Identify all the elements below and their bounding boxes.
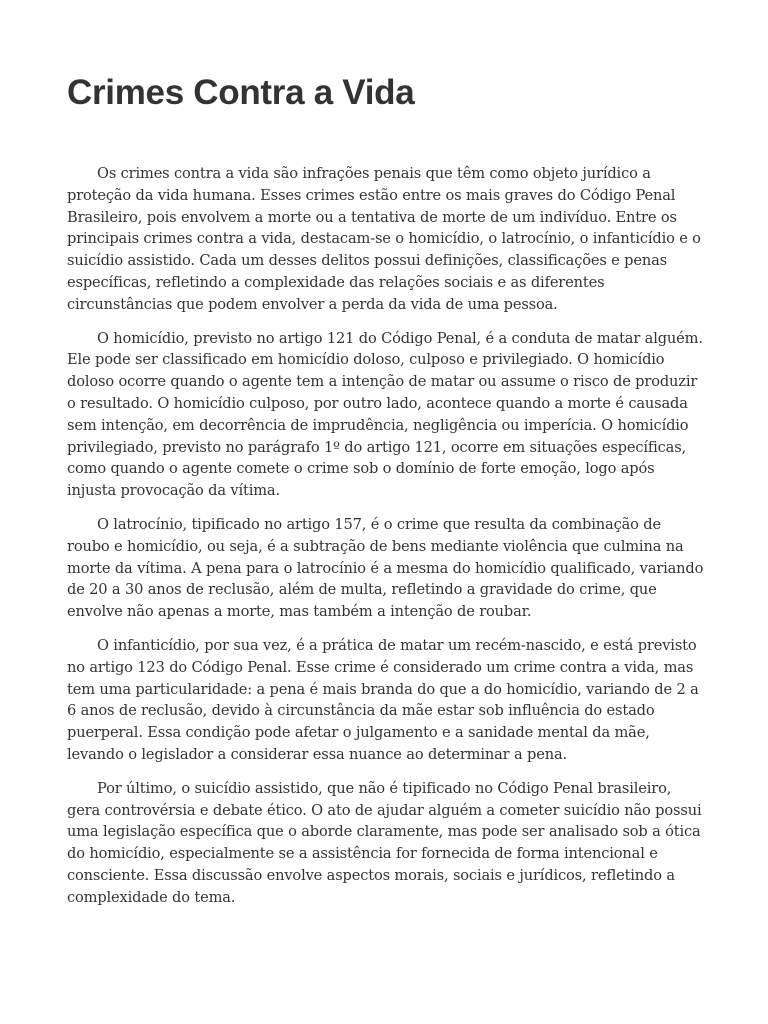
paragraph-infanticidio: O infanticídio, por sua vez, é a prática de matar um recém-nascido, e está previsto no artigo 123 do Código Penal. Esse crime é considerado um crime contra a vida, mas tem uma particularidade: a pena é mais branda do que a do homicídio, variando de 2 a 6 anos de reclusão, devido à circunstância da mãe estar sob influência do estado puerperal. Essa condição pode afetar o julgamento e a sanidade mental da mãe, levando o legislador a considerar essa nuance ao determinar a pena.: [67, 636, 699, 763]
paragraph-intro: Os crimes contra a vida são infrações penais que têm como objeto jurídico a proteção da vida humana. Esses crimes estão entre os mais graves do Código Penal Brasileiro, pois envolvem a morte ou a tentativa de morte de um indivíduo. Entre os principais crimes contra a vida, destacam-se o homicídio, o latrocínio, o infanticídio e o suicídio assistido. Cada um desses delitos possui definições, classificações e penas específicas, refletindo a complexidade das relações sociais e as diferentes circunstâncias que podem envolver a perda da vida de uma pessoa.: [67, 165, 701, 313]
paragraph-homicidio: O homicídio, previsto no artigo 121 do Código Penal, é a conduta de matar alguém. Ele pode ser classificado em homicídio doloso, culposo e privilegiado. O homicídio doloso ocorre quando o agente tem a intenção de matar ou assume o risco de produzir o resultado. O homicídio culposo, por outro lado, acontece quando a morte é causada sem intenção, em decorrência de imprudência, negligência ou imperícia. O homicídio privilegiado, previsto no parágrafo 1º do artigo 121, ocorre em situações específicas, como quando o agente comete o crime sob o domínio de forte emoção, logo após injusta provocação da vítima.: [67, 329, 703, 500]
document-title: Crimes Contra a Vida: [67, 73, 415, 112]
document-body: [67, 163, 705, 921]
paragraph-latrocinio: O latrocínio, tipificado no artigo 157, é o crime que resulta da combinação de roubo e homicídio, ou seja, é a subtração de bens mediante violência que culmina na morte da vítima. A pena para o latrocínio é a mesma do homicídio qualificado, variando de 20 a 30 anos de reclusão, além de multa, refletindo a gravidade do crime, que envolve não apenas a morte, mas também a intenção de roubar.: [67, 515, 704, 621]
paragraph-suicidio-assistido: Por último, o suicídio assistido, que não é tipificado no Código Penal brasileiro, gera controvérsia e debate ético. O ato de ajudar alguém a cometer suicídio não possui uma legislação específica que o aborde claramente, mas pode ser analisado sob a ótica do homicídio, especialmente se a assistência for fornecida de forma intencional e consciente. Essa discussão envolve aspectos morais, sociais e jurídicos, refletindo a complexidade do tema.: [67, 779, 702, 906]
